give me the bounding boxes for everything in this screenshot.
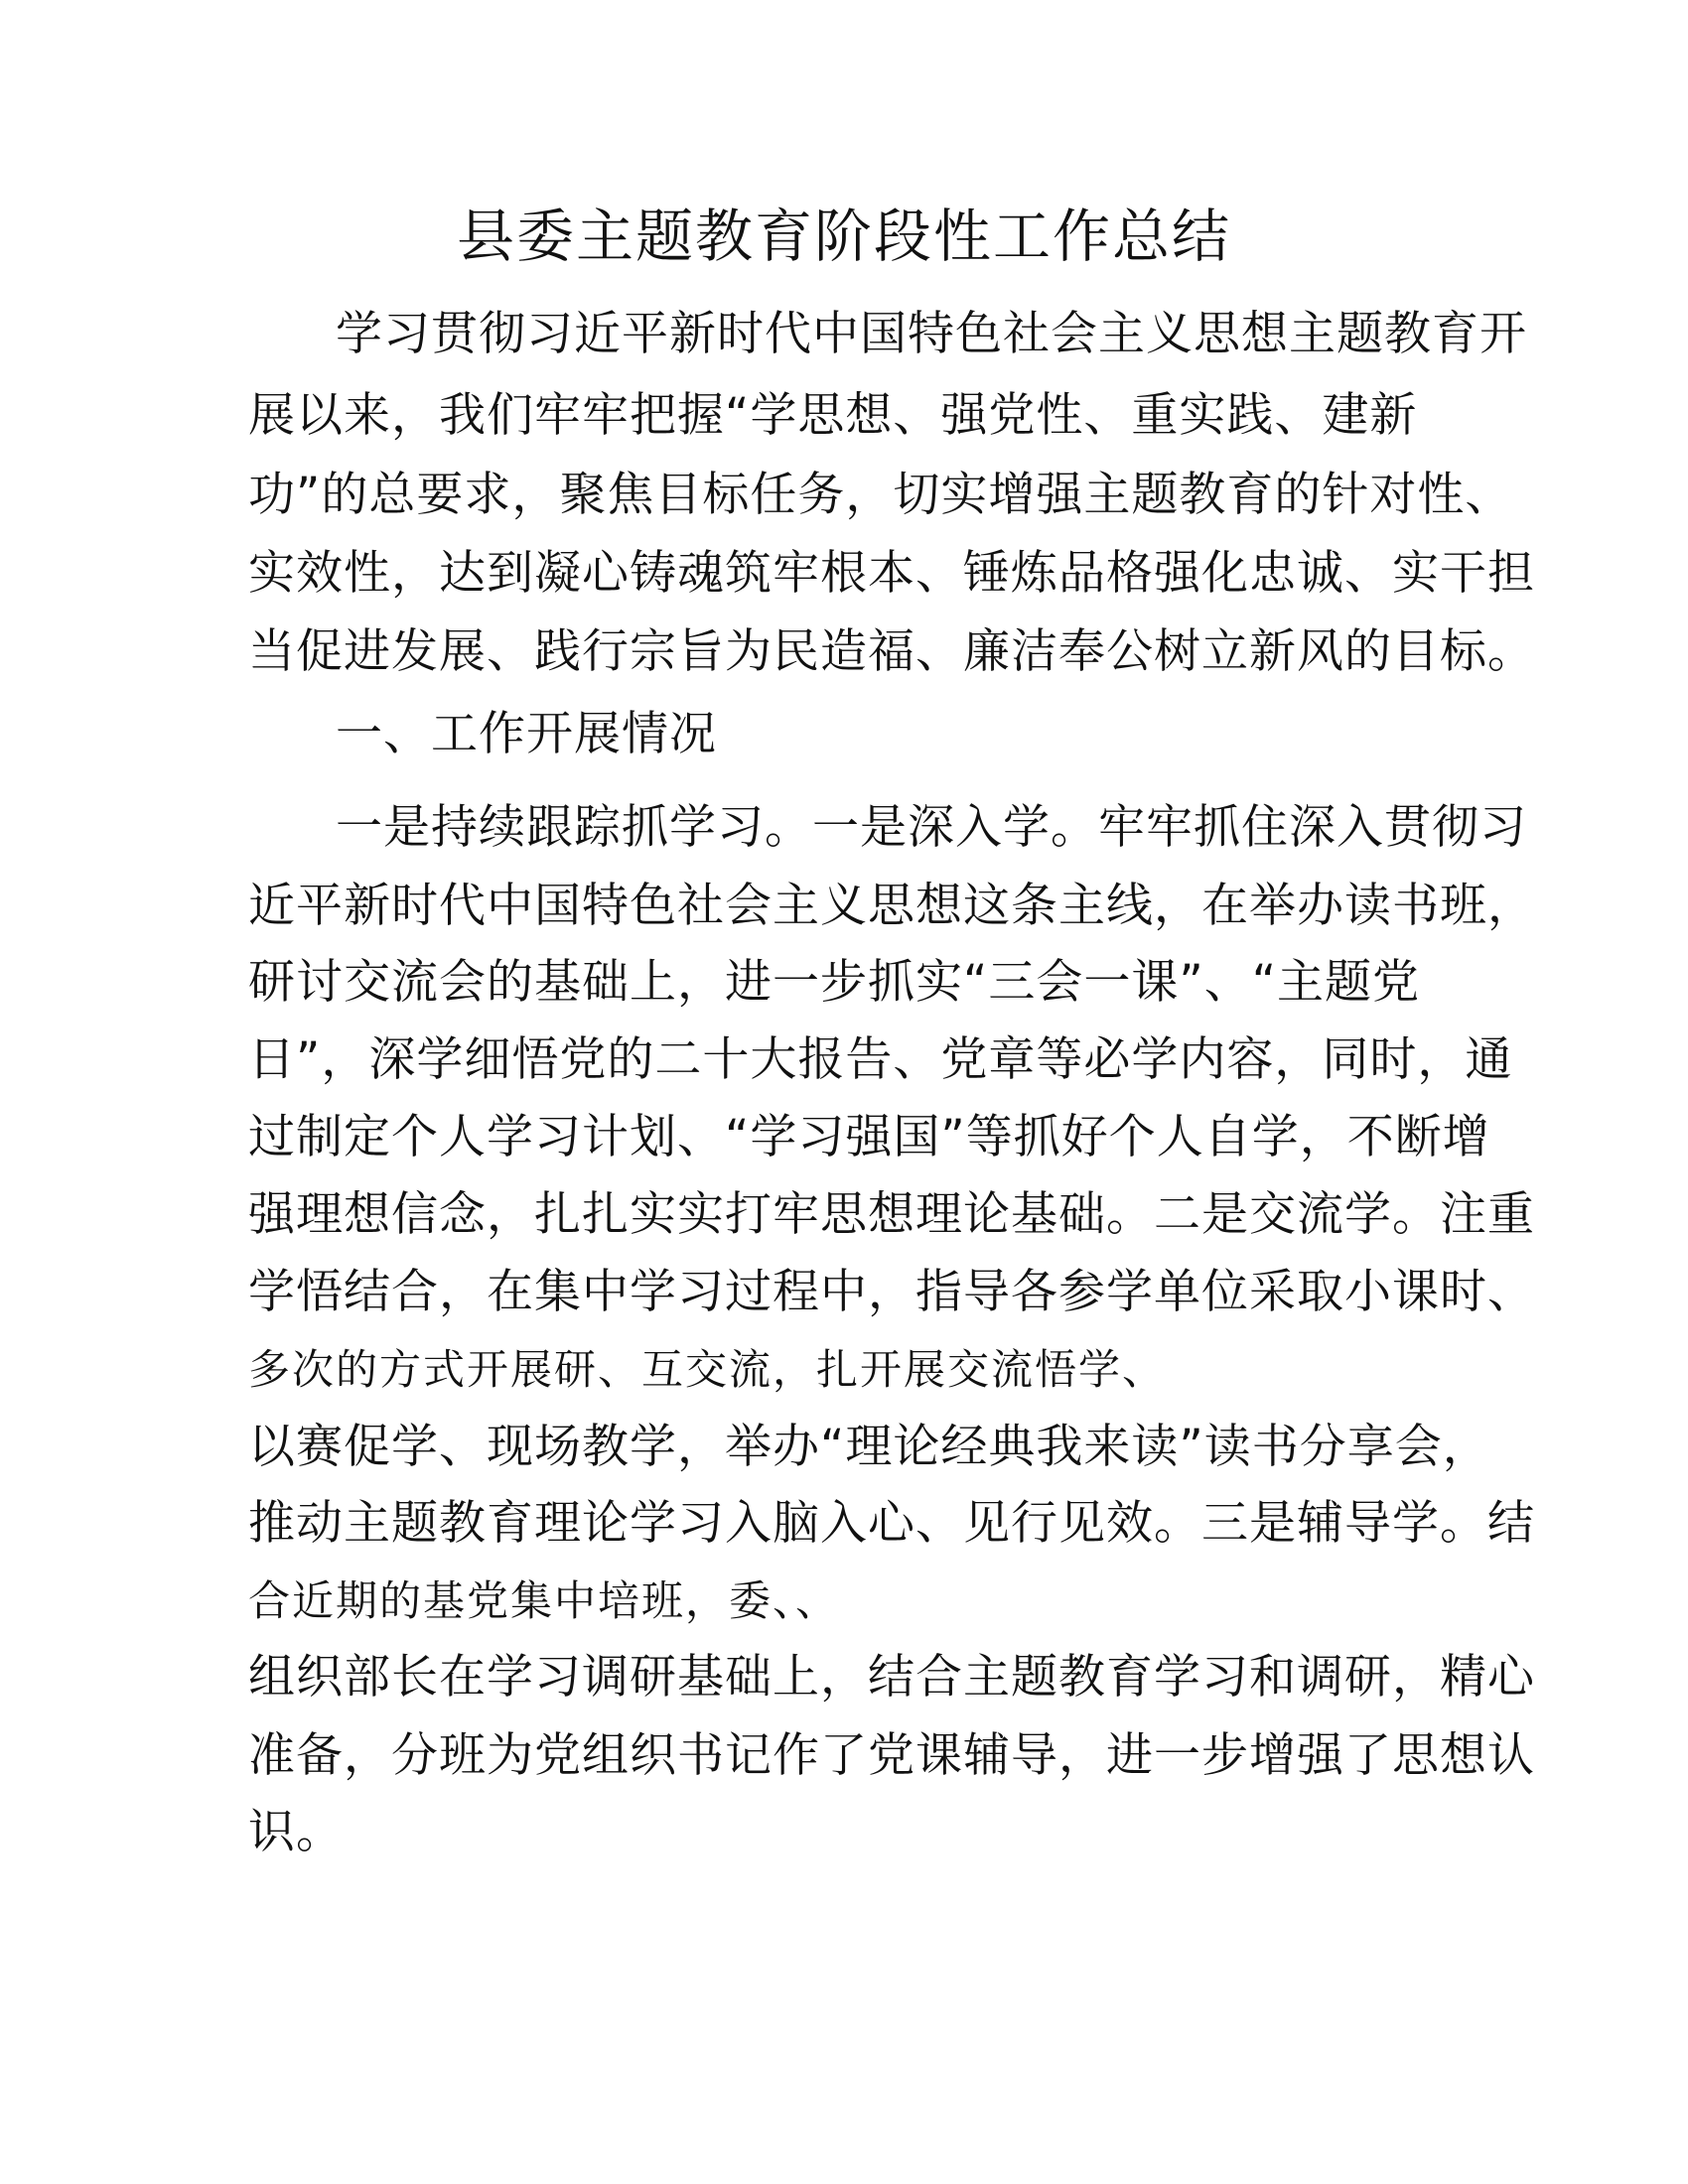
paragraph-line: 强理想信念，扎扎实实打牢思想理论基础。二是交流学。注重 <box>248 1187 1535 1242</box>
paragraph-line: 展以来，我们牢牢把握“学思想、强党性、重实践、建新 <box>248 388 1418 443</box>
paragraph-line: 当促进发展、践行宗旨为民造福、廉洁奉公树立新风的目标。 <box>248 624 1535 679</box>
section-heading: 一、工作开展情况 <box>336 707 717 761</box>
paragraph-line: 合近期的基党集中培班，委、、 <box>248 1576 840 1625</box>
paragraph-line: 功”的总要求，聚焦目标任务，切实增强主题教育的针对性、 <box>248 468 1513 522</box>
paragraph-line: 准备，分班为党组织书记作了党课辅导，进一步增强了思想认 <box>248 1728 1535 1783</box>
paragraph-line: 实效性，达到凝心铸魂筑牢根本、锤炼品格强化忠诚、实干担 <box>248 546 1535 601</box>
paragraph-line: 多次的方式开展研、互交流，扎开展交流悟学、 <box>248 1345 1167 1394</box>
paragraph-line: 学习贯彻习近平新时代中国特色社会主义思想主题教育开 <box>336 307 1527 361</box>
paragraph-line: 识。 <box>248 1805 344 1859</box>
paragraph-line: 日”，深学细悟党的二十大报告、党章等必学内容，同时，通 <box>248 1032 1513 1087</box>
paragraph-line: 一是持续跟踪抓学习。一是深入学。牢牢抓住深入贯彻习 <box>336 800 1527 855</box>
document-title: 县委主题教育阶段性工作总结 <box>456 203 1231 270</box>
paragraph-line: 组织部长在学习调研基础上，结合主题教育学习和调研，精心 <box>248 1650 1535 1705</box>
paragraph-line: 学悟结合，在集中学习过程中，指导各参学单位采取小课时、 <box>248 1265 1535 1319</box>
paragraph-line: 近平新时代中国特色社会主义思想这条主线，在举办读书班， <box>248 879 1535 933</box>
paragraph-line: 过制定个人学习计划、“学习强国”等抓好个人自学，不断增 <box>248 1110 1490 1164</box>
paragraph-line: 推动主题教育理论学习入脑入心、见行见效。三是辅导学。结 <box>248 1496 1535 1551</box>
paragraph-line: 以赛促学、现场教学，举办“理论经典我来读”读书分享会， <box>248 1420 1490 1474</box>
paragraph-line: 研讨交流会的基础上，进一步抓实“三会一课”、“主题党 <box>248 955 1421 1010</box>
